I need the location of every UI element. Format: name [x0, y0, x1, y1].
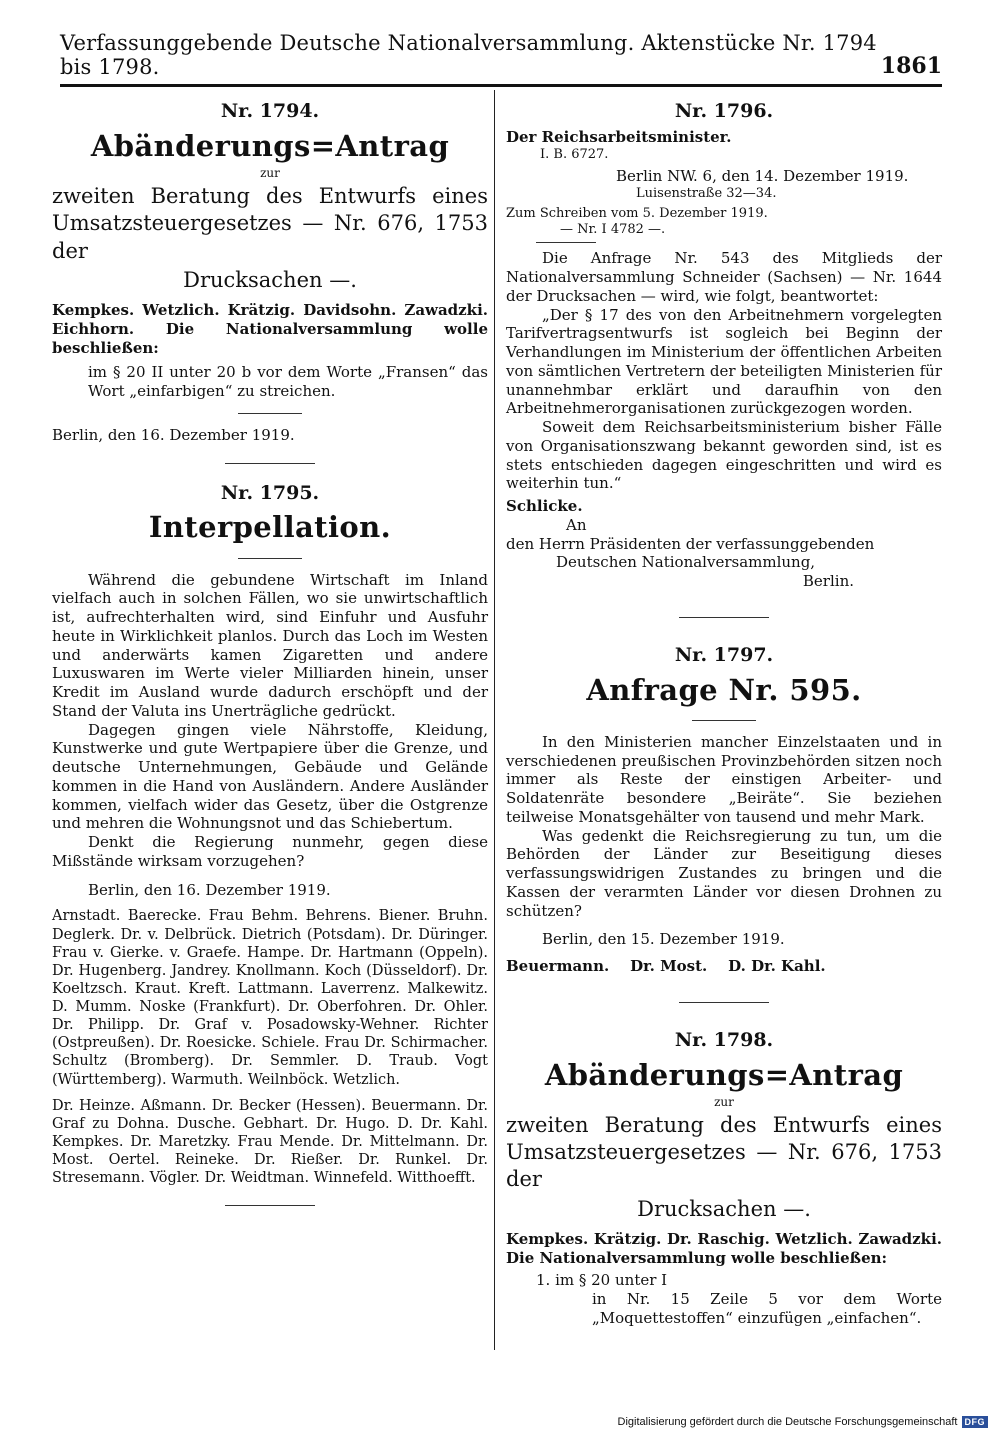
section-rule	[692, 720, 756, 721]
page-header	[60, 31, 942, 87]
reference-line: — Nr. I 4782 —.	[560, 222, 666, 237]
section-rule	[238, 413, 302, 414]
doc-title: Interpellation.	[148, 510, 392, 545]
paragraph: Die Anfrage Nr. 543 des Mitglieds der Nationalversammlung Schneider (Sachsen) — Nr. 1644 der Drucksachen — wird, wie folgt, beantwortet:	[506, 249, 942, 305]
doc-date: Berlin, den 16. Dezember 1919.	[52, 425, 295, 444]
paragraph: Denkt die Regierung nunmehr, gegen diese Mißstände wirksam vorzugehen?	[52, 833, 488, 870]
sender: Der Reichsarbeitsminister.	[506, 127, 732, 146]
paragraph: Dagegen gingen viele Nährstoffe, Kleidung, Kunstwerke und gute Wertpapiere über die Grenze, und deutsche Unternehmungen, Gebäude und Gelände kommen in die Hand von Ausländern. Andere Ausländer kommen, vielfach wider das Gesetz, über die Ostgrenze und mehren die Wohnungsnot und das Schiebertum.	[52, 720, 488, 833]
doc-number: Nr. 1794.	[220, 100, 320, 122]
footer	[618, 1416, 988, 1428]
reference: I. B. 6727.	[540, 146, 609, 162]
signers-text: Kempkes. Wetzlich. Krätzig. Davidsohn. Zawadzki. Eichhorn. Die Nationalversammlung wolle beschließen:	[52, 301, 488, 357]
signature: Schlicke.	[506, 497, 583, 515]
column-divider	[494, 90, 495, 1350]
address-block	[506, 516, 942, 591]
doc-number: Nr. 1796.	[674, 100, 774, 122]
doc-1795	[52, 482, 488, 1207]
address-line: Deutschen Nationalversammlung,	[556, 553, 816, 572]
address-line: den Herrn Präsidenten der verfassunggebenden	[506, 534, 875, 553]
paragraph: Was gedenkt die Reichsregierung zu tun, um die Behörden der Länder zur Beseitigung dieses verfassungswidrigen Zustandes zu bringen und die Kassen der verarmten Länder vor diesen Drohnen zu schützen?	[506, 826, 942, 920]
doc-1794	[52, 100, 488, 464]
reference-line: Zum Schreiben vom 5. Dezember 1919.	[506, 205, 768, 221]
street: Luisenstraße 32—34.	[636, 185, 777, 201]
signers-text: Kempkes. Krätzig. Dr. Raschig. Wetzlich. Zawadzki. Die Nationalversammlung wolle beschließen:	[506, 1229, 942, 1267]
paragraph: Während die gebundene Wirtschaft im Inland vielfach auch in solchen Fällen, wo sie unwirtschaftlich ist, aufrechterhalten wird, sind Einfuhr und Ausfuhr heute in Wirklichkeit planlos. Durch das Loch im Westen und anderwärts kamen Zigaretten und andere Luxuswaren im Werte vieler Milliarden hinein, unser Kredit im Ausland wurde dadurch erschöpft und der Stand der Valuta ins Unerträgliche gedrückt.	[52, 570, 488, 720]
doc-zur: zur	[260, 166, 280, 180]
paragraph: In den Ministerien mancher Einzelstaaten und in verschiedenen preußischen Provinzbehörden sitzen noch immer als Reste der einstigen Arbeiter- und Soldatenräte besondere „Beiräte“. Sie beziehen teilweise Monatsgehälter von tausend und mehr Mark.	[506, 732, 942, 826]
ref-rule	[536, 242, 596, 243]
signers: Beuermann. Dr. Most. D. Dr. Kahl.	[506, 957, 826, 975]
footer-text: Digitalisierung gefördert durch die Deutsche Forschungsgemeinschaft	[617, 1416, 958, 1428]
place-date: Berlin NW. 6, den 14. Dezember 1919.	[616, 166, 909, 185]
doc-number: Nr. 1797.	[674, 643, 774, 666]
doc-date: Berlin, den 15. Dezember 1919.	[542, 930, 785, 949]
section-divider	[225, 463, 315, 464]
dfg-logo: DFG	[962, 1416, 989, 1428]
address-line: An	[566, 515, 587, 534]
section-divider	[679, 617, 769, 618]
signer-list: Arnstadt. Baerecke. Frau Behm. Behrens. Biener. Bruhn. Deglerk. Dr. v. Delbrück. Dietrich (Potsdam). Dr. Düringer. Frau v. Gierke. v. Graefe. Hampe. Dr. Hartmann (Oppeln). Dr. Hugenberg. Jandrey. Knollmann. Koch (Düsseldorf). Dr. Koeltzsch. Kraut. Kreft. Lattmann. Laverrenz. Malkewitz. D. Mumm. Noske (Frankfurt). Dr. Oberfohren. Dr. Ohler. Dr. Philipp. Dr. Graf v. Posadowsky-Wehner. Richter (Ostpreußen). Dr. Roesicke. Schiele. Frau Dr. Schirmacher. Schultz (Bromberg). Dr. Semmler. D. Traub. Vogt (Württemberg). Warmuth. Weilnböck. Wetzlich.	[52, 908, 488, 1088]
header-title: Verfassunggebende Deutsche Nationalversammlung. Aktenstücke Nr. 1794 bis 1798.	[60, 31, 877, 79]
section-divider	[679, 1002, 769, 1003]
page-number: 1861	[880, 53, 942, 79]
paragraph: Soweit dem Reichsarbeitsministerium bisher Fälle von Organisationszwang bekannt geworden sind, ist es stets entschieden dagegen eingeschritten und wird es weiterhin tun.“	[506, 418, 942, 493]
doc-number: Nr. 1798.	[674, 1028, 774, 1051]
section-rule	[238, 558, 302, 559]
doc-1797	[506, 644, 942, 1003]
doc-zur: zur	[714, 1094, 734, 1109]
doc-1796	[506, 100, 942, 618]
doc-subtitle: zweiten Beratung des Entwurfs eines Umsatzsteuergesetzes — Nr. 676, 1753 der	[52, 184, 488, 263]
motion-text: im § 20 II unter 20 b vor dem Worte „Fransen“ das Wort „einfarbigen“ zu streichen.	[88, 363, 488, 401]
right-column	[506, 94, 942, 1328]
doc-title: Abänderungs=Antrag	[90, 128, 450, 163]
section-divider	[225, 1205, 315, 1206]
address-line: Berlin.	[802, 572, 854, 590]
doc-title: Anfrage Nr. 595.	[586, 672, 862, 707]
motion-text: in Nr. 15 Zeile 5 vor dem Worte „Moquettestoffen“ einzufügen „einfachen“.	[592, 1290, 942, 1327]
doc-title: Abänderungs=Antrag	[544, 1057, 904, 1092]
doc-1798	[506, 1029, 942, 1328]
paragraph: „Der § 17 des von den Arbeitnehmern vorgelegten Tarifvertragsentwurfs ist sogleich bei Beginn der Verhandlungen im Ministerium der öffentlichen Arbeiten von sämtlichen Vertretern der beteiligten Ministerien für unannehmbar erklärt und daraufhin von den Arbeitnehmerorganisationen zurückgezogen worden.	[506, 305, 942, 418]
doc-subtitle-end: Drucksachen —.	[637, 1196, 811, 1221]
left-column	[52, 94, 488, 1224]
motion-item: 1. im § 20 unter I	[536, 1271, 668, 1290]
doc-number: Nr. 1795.	[220, 481, 320, 504]
doc-date: Berlin, den 16. Dezember 1919.	[88, 880, 331, 899]
doc-subtitle: zweiten Beratung des Entwurfs eines Umsatzsteuergesetzes — Nr. 676, 1753 der	[506, 1112, 942, 1192]
doc-subtitle-end: Drucksachen —.	[183, 267, 357, 292]
signer-list: Dr. Heinze. Aßmann. Dr. Becker (Hessen). Beuermann. Dr. Graf zu Dohna. Dusche. Gebhart. Dr. Hugo. D. Dr. Kahl. Kempkes. Dr. Maretzky. Frau Mende. Dr. Mittelmann. Dr. Most. Oertel. Reineke. Dr. Rießer. Dr. Runkel. Dr. Stresemann. Vögler. Dr. Weidtman. Winnefeld. Witthoefft.	[52, 1097, 488, 1187]
